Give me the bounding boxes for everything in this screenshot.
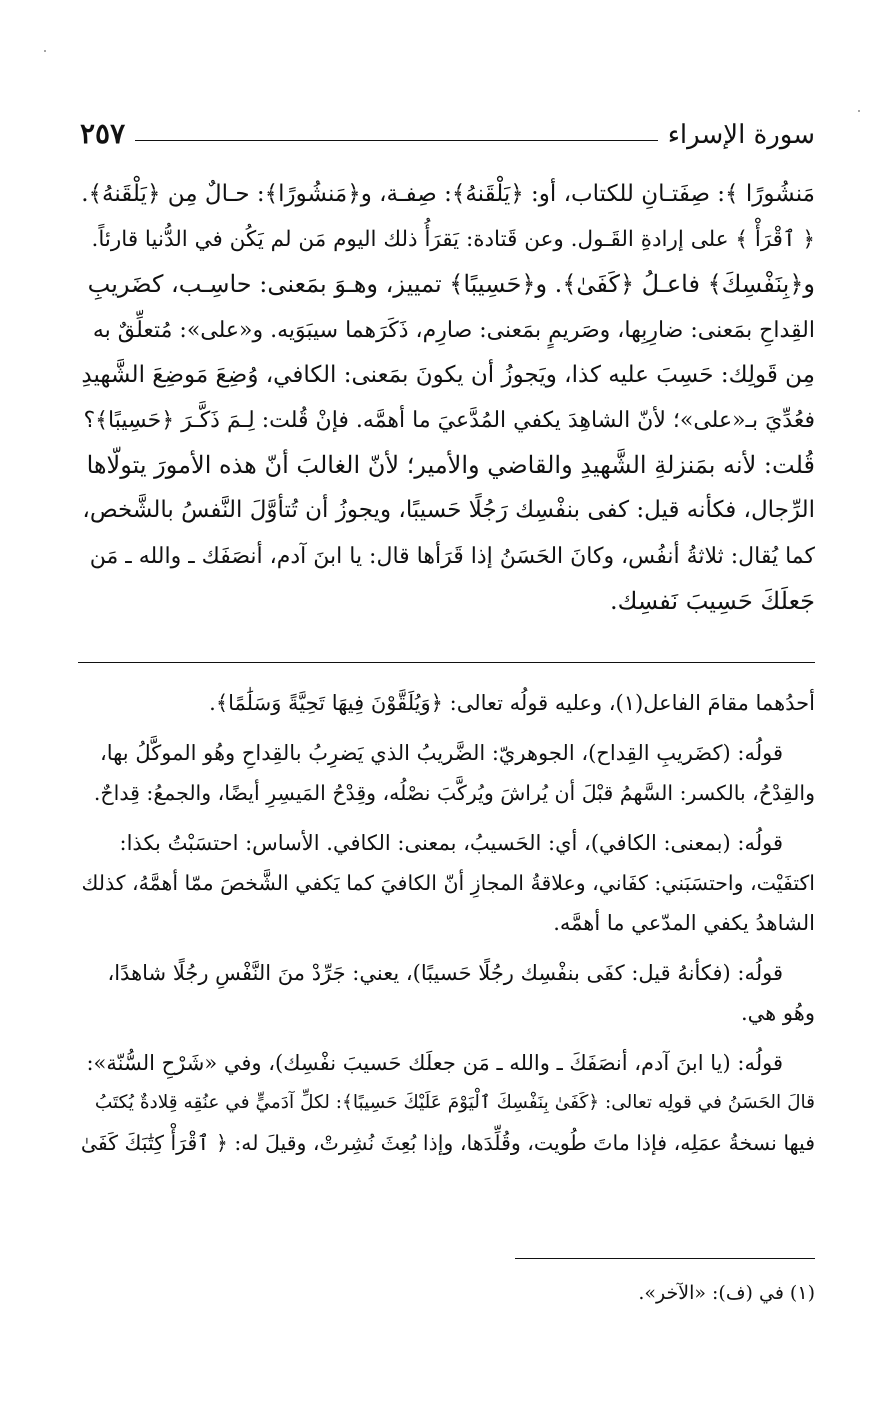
commentary-line: قولُه: (بمعنى: الكافي)، أي: الحَسيبُ، بمعنى: الكافي. الأساس: احتسَبْتُ بكذا: bbox=[119, 831, 783, 855]
main-text-line: كما يُقال: ثلاثةُ أنفُس، وكانَ الحَسَنُ إذا قَرَأها قال: يا ابنَ آدم، أنصَفَك ـ والله ـ مَن bbox=[89, 543, 815, 569]
commentary-line: فيها نسخةُ عمَلِه، فإذا ماتَ طُويت، وقُلِّدَها، وإذا بُعِثَ نُشِرتْ، وقيلَ له: ﴿ ٱقْرَأْ كِتَٰبَكَ كَفَىٰ bbox=[80, 1131, 815, 1155]
main-text-line: و﴿بِنَفْسِكَ﴾ فاعـلُ ﴿كَفَىٰ﴾. و﴿حَسِيبًا﴾ تمييز، وهـوَ بمَعنى: حاسِـب، كضَريبِ bbox=[87, 270, 815, 299]
main-text-line: قُلت: لأنه بمَنزلةِ الشَّهيدِ والقاضي والأمير؛ لأنّ الغالبَ أنّ هذه الأمورَ يتولّاها bbox=[86, 451, 815, 480]
commentary-line: قولُه: (يا ابنَ آدم، أنصَفَكَ ـ والله ـ مَن جعلَك حَسيبَ نفْسِك)، وفي «شَرْحِ السُّنّة»: bbox=[86, 1051, 783, 1075]
commentary-line: اكتفَيْت، واحتسَبَني: كفَاني، وعلاقةُ المجازِ أنّ الكافيَ كما يَكفي الشَّخصَ ممّا أهمَّهُ، كذلك bbox=[81, 871, 815, 895]
commentary-paragraph bbox=[78, 823, 815, 943]
commentary-line: الشاهدُ يكفي المدّعي ما أهمَّه. bbox=[553, 911, 815, 935]
main-text-line: مَنشُورًا ﴾: صِفَتـانِ للكتاب، أو: ﴿يَلْقَنهُ﴾: صِفـة، و﴿مَنشُورًا﴾: حـالٌ مِن ﴿يَلْقَنهُ﴾. bbox=[81, 181, 815, 207]
commentary-line: قولُه: (كضَريبِ القِداح)، الجوهريّ: الضَّريبُ الذي يَضرِبُ بالقِداحِ وهُو الموكَّلُ بها، bbox=[99, 741, 783, 765]
main-text-line: الرِّجال، فكأنه قيل: كفى بنفْسِك رَجُلًا حَسيبًا، ويجوزُ أن تُتأوَّلَ النَّفسُ بالشَّخص، bbox=[82, 497, 815, 524]
commentary-paragraph bbox=[78, 1043, 815, 1163]
header-rule bbox=[135, 140, 658, 141]
footnote: (١) في (ف): «الآخر». bbox=[638, 1282, 815, 1304]
commentary bbox=[78, 683, 815, 1173]
main-text-line: جَعلَكَ حَسِيبَ نَفسِك. bbox=[610, 586, 815, 615]
commentary-line: قالَ الحَسَنُ في قولِه تعالى: ﴿كَفَىٰ بِنَفْسِكَ ٱلْيَوْمَ عَلَيْكَ حَسِيبًا﴾: لكلِّ آدَميٍّ في عنُقِه قِلادةٌ يُكتَبُ bbox=[94, 1092, 815, 1113]
main-text-line: مِن قَولِك: حَسِبَ عليه كذا، ويَجوزُ أن يكونَ بمَعنى: الكافي، وُضِعَ مَوضِعَ الشَّهيدِ bbox=[81, 361, 815, 388]
footnote-rule bbox=[515, 1258, 815, 1259]
main-text bbox=[78, 172, 815, 624]
scan-speck bbox=[858, 110, 860, 112]
commentary-line: وهُو هي. bbox=[741, 1001, 815, 1025]
commentary-line: والقِدْحُ، بالكسر: السَّهمُ قبْلَ أن يُراشَ ويُركَّبَ نصْلُه، وقِدْحُ المَيسِرِ أيضًا، والجمعُ: قِداحٌ. bbox=[93, 781, 815, 805]
commentary-line: قولُه: (فكأنهُ قيل: كفَى بنفْسِك رجُلًا حَسيبًا)، يعني: جَرِّدْ منَ النَّفْسِ رجُلًا شاهدًا، bbox=[107, 961, 783, 985]
commentary-line: أحدُهما مقامَ الفاعل(١)، وعليه قولُه تعالى: ﴿وَيُلَقَّوْنَ فِيهَا تَحِيَّةً وَسَلَٰمًا﴾. bbox=[209, 691, 815, 715]
main-text-line: القِداحِ بمَعنى: ضارِبِها، وصَريمٍ بمَعنى: صارِم، ذَكَرَهما سيبَوَيه. و«على»: مُتعلِّقٌ به bbox=[92, 317, 815, 343]
page-header bbox=[80, 110, 815, 150]
main-text-line: ﴿ ٱقْرَأْ ﴾ على إرادةِ القَـول. وعن قَتادة: يَقرَأُ ذلك اليوم مَن لم يَكُن في الدُّنيا قارئاً. bbox=[91, 227, 815, 253]
commentary-paragraph bbox=[78, 683, 815, 723]
page-number: ٢٥٧ bbox=[80, 117, 126, 150]
surah-title: سورة الإسراء bbox=[667, 120, 815, 150]
section-divider bbox=[78, 662, 815, 663]
commentary-paragraph bbox=[78, 733, 815, 813]
main-text-line: فعُدِّيَ بـ«على»؛ لأنّ الشاهِدَ يكفي المُدَّعيَ ما أهمَّه. فإنْ قُلت: لِـمَ ذَكَّـرَ ﴿حَسِيبًا﴾؟ bbox=[83, 407, 815, 433]
scan-speck bbox=[44, 50, 46, 52]
commentary-paragraph bbox=[78, 953, 815, 1033]
